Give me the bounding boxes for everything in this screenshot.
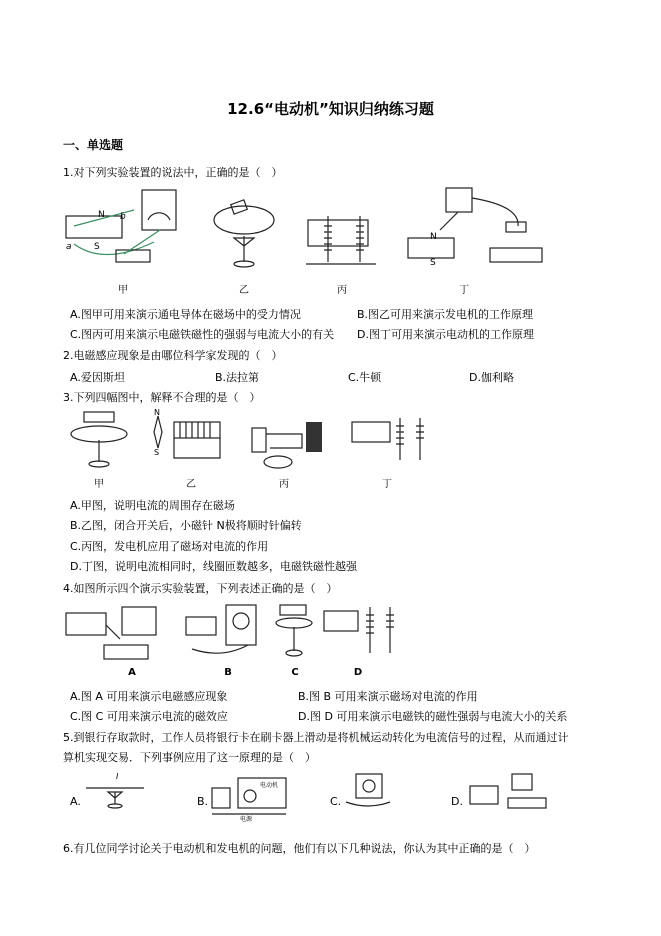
q3-figure-yi <box>150 408 230 468</box>
q5-option-c-label: C. <box>330 795 342 808</box>
q1-caption-yi: 乙 <box>239 285 249 296</box>
question-5-stem-line2: 算机实现交易．下列事例应用了这一原理的是（ ） <box>63 751 316 764</box>
question-3-stem: 3.下列四幅图中，解释不合理的是（ ） <box>63 391 261 404</box>
label-n: N <box>154 408 160 417</box>
label-n: N <box>430 232 437 242</box>
q3-figure-ding <box>350 414 430 466</box>
question-6-stem: 6.有几位同学讨论关于电动机和发电机的问题，他们有以下几种说法，你认为其中正确的是（ ） <box>63 842 536 855</box>
q5-option-b-label: B. <box>197 795 209 808</box>
q5-figure-a <box>84 772 146 810</box>
q3-caption-bing: 丙 <box>279 479 289 490</box>
label-s: S <box>154 448 160 457</box>
label-s: S <box>94 242 100 252</box>
q1-figure-yi <box>210 196 280 272</box>
label-a: a <box>66 242 72 252</box>
q3-caption-ding: 丁 <box>382 479 392 490</box>
q1-option-a: A.图甲可用来演示通电导体在磁场中的受力情况 <box>70 308 301 321</box>
q2-option-c: C.牛顿 <box>348 371 382 384</box>
q1-figure-bing <box>306 206 380 272</box>
q2-option-b: B.法拉第 <box>215 371 260 384</box>
q4-caption-d: D <box>353 667 363 678</box>
q1-figure-jia <box>64 186 184 270</box>
label-n: N <box>98 210 105 220</box>
q3-caption-jia: 甲 <box>94 479 104 490</box>
question-5-stem-line1: 5.到银行存取款时，工作人员将银行卡在刷卡器上滑动是将机械运动转化为电流信号的过程，从而通过计 <box>63 731 569 744</box>
q3-option-b: B.乙图，闭合开关后，小磁针 N极将顺时针偏转 <box>70 519 302 532</box>
motor-label: 电动机 <box>260 782 279 789</box>
current-label: I <box>116 772 119 781</box>
question-1-stem: 1.对下列实验装置的说法中，正确的是（ ） <box>63 166 283 179</box>
q3-caption-yi: 乙 <box>186 479 196 490</box>
section-heading: 一、单选题 <box>63 138 124 152</box>
q3-option-a: A.甲图，说明电流的周围存在磁场 <box>70 499 235 512</box>
source-label: 电源 <box>240 816 253 823</box>
q2-option-a: A.爱因斯坦 <box>70 371 125 384</box>
q4-figure-c <box>272 603 318 659</box>
q4-figure-b <box>182 603 262 661</box>
q4-figure-a <box>64 603 178 665</box>
q4-option-a: A.图 A 可用来演示电磁感应现象 <box>70 690 228 703</box>
q1-option-d: D.图丁可用来演示电动机的工作原理 <box>357 328 534 341</box>
q1-caption-bing: 丙 <box>337 285 347 296</box>
question-2-stem: 2.电磁感应现象是由哪位科学家发现的（ ） <box>63 349 283 362</box>
q5-figure-d <box>464 772 550 814</box>
q4-caption-c: C <box>291 667 299 678</box>
q3-option-d: D.丁图，说明电流相同时，线圈匝数越多，电磁铁磁性越强 <box>70 560 357 573</box>
q2-option-d: D.伽利略 <box>469 371 514 384</box>
q1-figure-ding <box>400 186 550 276</box>
q4-option-c: C.图 C 可用来演示电流的磁效应 <box>70 710 228 723</box>
q5-figure-c <box>344 772 394 812</box>
label-s: S <box>430 258 436 268</box>
q4-option-d: D.图 D 可用来演示电磁铁的磁性强弱与电流大小的关系 <box>298 710 568 723</box>
q3-figure-jia <box>66 410 132 472</box>
question-4-stem: 4.如图所示四个演示实验装置，下列表述正确的是（ ） <box>63 582 338 595</box>
q3-option-c: C.丙图，发电机应用了磁场对电流的作用 <box>70 540 269 553</box>
q4-option-b: B.图 B 可用来演示磁场对电流的作用 <box>298 690 478 703</box>
q1-option-c: C.图丙可用来演示电磁铁磁性的强弱与电流大小的有关 <box>70 328 335 341</box>
q4-caption-a: A <box>128 667 136 678</box>
label-b: b <box>120 212 126 222</box>
q1-option-b: B.图乙可用来演示发电机的工作原理 <box>357 308 534 321</box>
q3-figure-bing <box>248 414 328 472</box>
q4-caption-b: B <box>224 667 232 678</box>
q1-caption-ding: 丁 <box>459 285 469 296</box>
q4-figure-d <box>322 603 402 661</box>
q5-option-d-label: D. <box>451 795 463 808</box>
page-title: 12.6“电动机”知识归纳练习题 <box>227 100 434 118</box>
q5-figure-b <box>210 774 290 823</box>
q1-caption-jia: 甲 <box>118 285 128 296</box>
q5-option-a-label: A. <box>70 795 81 808</box>
